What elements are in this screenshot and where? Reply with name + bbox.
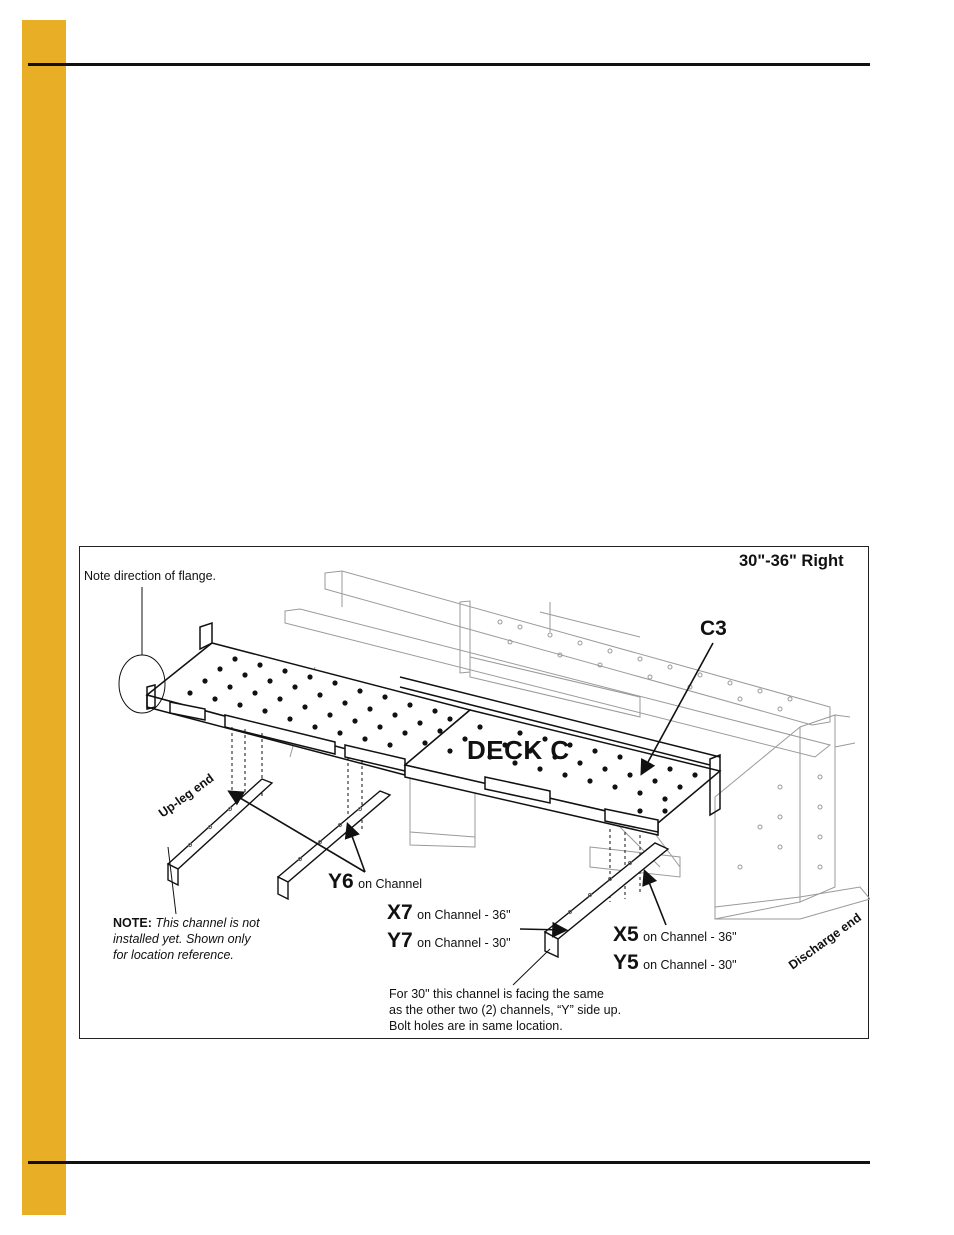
discharge-end-label: Discharge end bbox=[786, 910, 864, 973]
c3-label: C3 bbox=[700, 617, 727, 640]
x7-text: on Channel - 36" bbox=[417, 908, 511, 922]
note-label: NOTE: bbox=[113, 916, 152, 930]
channel-note-line-2: as the other two (2) channels, “Y” side up. bbox=[389, 1003, 622, 1017]
y6-text: on Channel bbox=[358, 877, 423, 891]
x7-code: X7 bbox=[387, 901, 413, 924]
note-line-1: This channel is not bbox=[155, 916, 260, 930]
channel-note bbox=[389, 986, 621, 1034]
figure-title: 30"-36" Right bbox=[739, 552, 844, 570]
y5-code: Y5 bbox=[613, 951, 639, 974]
deck-c-label: DECK C bbox=[467, 735, 570, 765]
y5-text: on Channel - 30" bbox=[643, 958, 737, 972]
not-installed-note bbox=[113, 915, 260, 963]
assembly-figure bbox=[79, 546, 869, 1039]
y7-text: on Channel - 30" bbox=[417, 936, 511, 950]
x5-text: on Channel - 36" bbox=[643, 930, 737, 944]
x5-code: X5 bbox=[613, 923, 639, 946]
side-tab bbox=[22, 20, 66, 1215]
note-line-2: installed yet. Shown only bbox=[113, 932, 251, 946]
y7-code: Y7 bbox=[387, 929, 413, 952]
x7-callout bbox=[387, 901, 511, 925]
upleg-end-label: Up-leg end bbox=[156, 771, 217, 821]
y5-callout bbox=[613, 951, 737, 975]
header-rule bbox=[28, 63, 870, 66]
flange-note: Note direction of flange. bbox=[84, 569, 217, 583]
note-line-3: for location reference. bbox=[113, 948, 234, 962]
channel-note-line-1: For 30" this channel is facing the same bbox=[389, 987, 604, 1001]
y7-callout bbox=[387, 929, 511, 953]
channel-note-line-3: Bolt holes are in same location. bbox=[389, 1019, 563, 1033]
y6-code: Y6 bbox=[328, 870, 354, 893]
x5-callout bbox=[613, 923, 737, 947]
y6-callout bbox=[328, 870, 422, 894]
footer-rule bbox=[28, 1161, 870, 1164]
